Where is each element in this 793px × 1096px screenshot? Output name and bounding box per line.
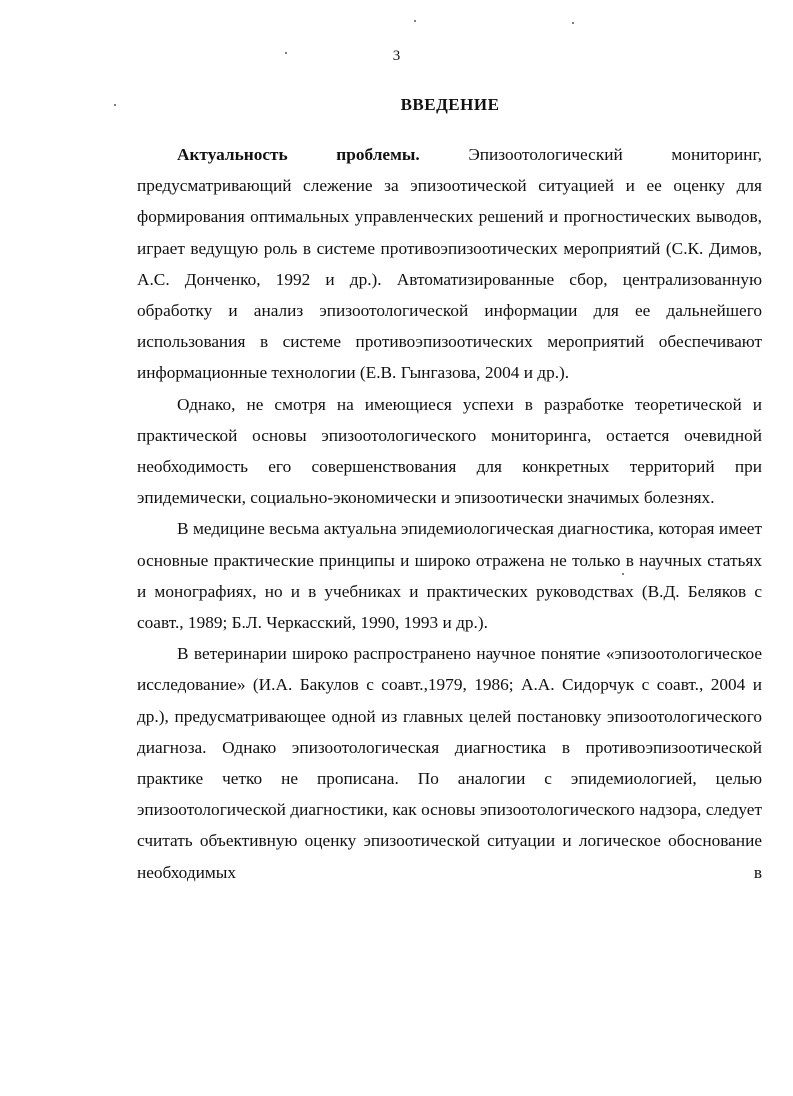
paragraph-monitoring: Однако, не смотря на имеющиеся успехи в разработке теоретической и практической основы эпизоотологического мониторинга, остается очевидной необходимость его совершенствования для конкретных территорий при эпидемически, социально-экономически и эпизоотически значимых болезнях.	[137, 394, 762, 508]
scan-speck	[572, 22, 574, 24]
page-title: ВВЕДЕНИЕ	[400, 95, 500, 114]
paragraph-veterinary: В ветеринарии широко распространено научное понятие «эпизоотологическое исследование» (И.А. Бакулов с соавт.,1979, 1986; А.А. Сидорчук с соавт., 2004 и др.), предусматривающее одной из главных целей постановку эпизоотологического диагноза. Однако эпизоотологическая диагностика в противоэпизоотической практике четко не прописана. По аналогии с эпидемиологией, целью эпизоотологической диагностики, как основы эпизоотологического надзора, следует считать объективную оценку эпизоотической ситуации и логическое обоснование необходимых в	[137, 644, 762, 882]
paragraph-medicine: В медицине весьма актуальна эпидемиологическая диагностика, которая имеет основные практические принципы и широко отражена не только в научных статьях и монографиях, но и в учебниках и практических руководствах (В.Д. Беляков с соавт., 1989; Б.Л. Черкасский, 1990, 1993 и др.).	[137, 519, 762, 633]
paragraph-relevance	[137, 139, 762, 389]
paragraph-text: Эпизоотологический мониторинг, предусматривающий слежение за эпизоотической ситуацией и ее оценку для формирования оптимальных управленческих решений и прогностических выводов, играет ведущую роль в системе противоэпизоотических мероприятий (С.К. Димов, А.С. Донченко, 1992 и др.). Автоматизированные сбор, централизованную обработку и анализ эпизоотологической информации для ее дальнейшего использования в системе противоэпизоотических мероприятий обеспечивают информационные технологии (Е.В. Гынгазова, 2004 и др.).	[137, 145, 762, 383]
paragraph-lead: Актуальность проблемы.	[177, 145, 420, 164]
page-number: 3	[392, 48, 401, 64]
document-body	[137, 139, 762, 888]
scan-speck	[414, 20, 416, 22]
